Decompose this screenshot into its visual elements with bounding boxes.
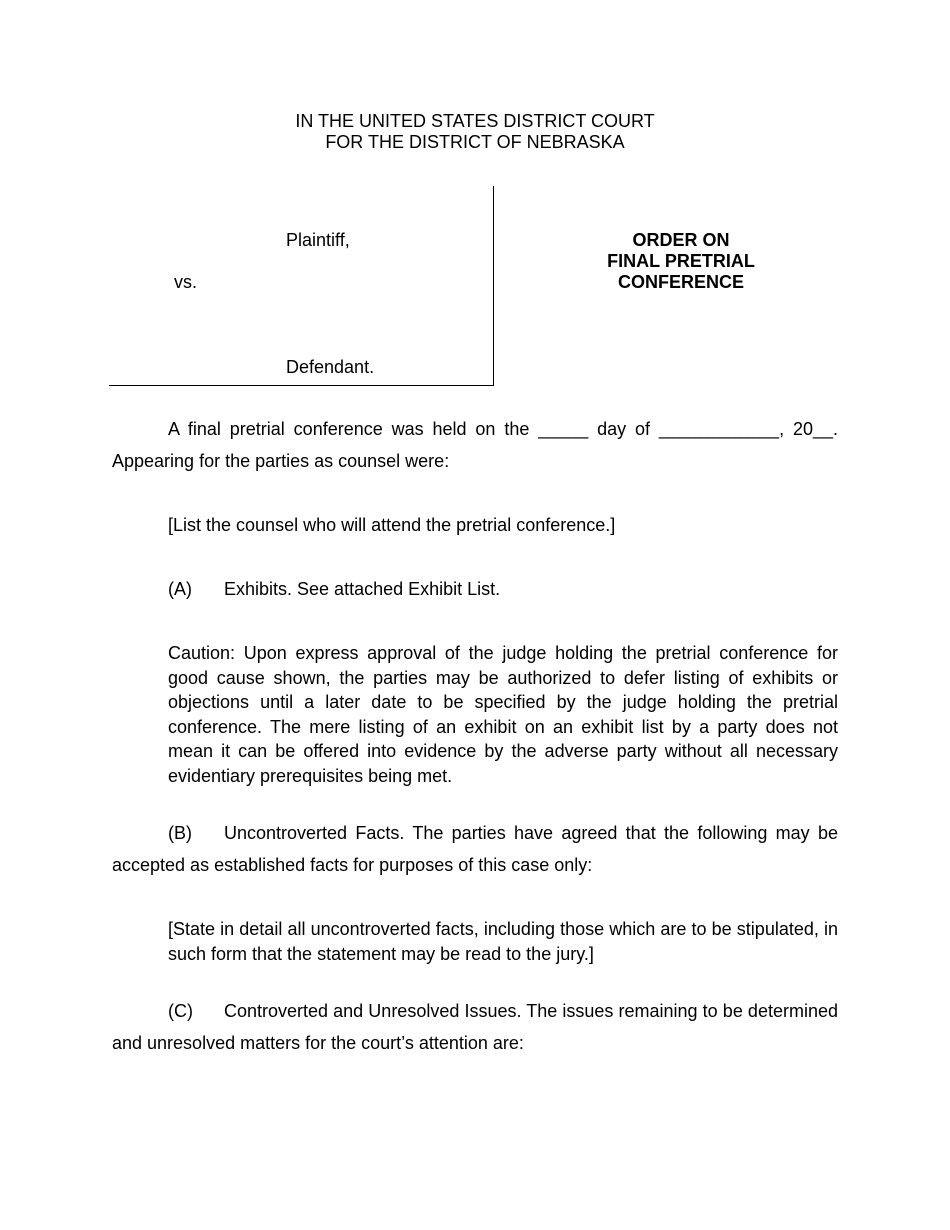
document-title-line: CONFERENCE xyxy=(617,272,744,292)
intro-paragraph xyxy=(112,413,838,477)
section-a-text: Exhibits. See attached Exhibit List. xyxy=(224,579,501,599)
plaintiff-label: Plaintiff, xyxy=(286,230,350,250)
court-header xyxy=(0,111,950,153)
counsel-instruction: [List the counsel who will attend the pretrial conference.] xyxy=(168,515,616,535)
section-c xyxy=(112,995,838,1059)
caution-paragraph: Caution: Upon express approval of the judge holding the pretrial conference for good cause shown, the parties may be authorized to defer listing of exhibits or objections until a later date to be specified by the judge holding the pretrial conference. The mere listing of an exhibit on an exhibit list by a party does not mean it can be offered into evidence by the adverse party without all necessary evidentiary prerequisites being met. xyxy=(168,643,838,786)
court-district-line: FOR THE DISTRICT OF NEBRASKA xyxy=(325,132,625,152)
intro-line: A final pretrial conference was held on the _____ day of ____________, 20__. xyxy=(168,419,838,439)
document-title-line: ORDER ON xyxy=(632,230,730,250)
document-title-line: FINAL PRETRIAL xyxy=(607,251,755,271)
versus-label: vs. xyxy=(174,272,198,292)
document-title xyxy=(560,230,802,293)
facts-instruction: [State in detail all uncontroverted facts, including those which are to be stipulated, in such form that the statement may be read to the jury.] xyxy=(168,919,838,964)
caption-vertical-rule xyxy=(493,186,494,386)
section-b-label: (B) xyxy=(168,823,192,843)
court-name-line: IN THE UNITED STATES DISTRICT COURT xyxy=(295,111,655,131)
section-a xyxy=(168,577,838,602)
defendant-label: Defendant. xyxy=(286,357,375,377)
caption-horizontal-rule xyxy=(109,385,494,386)
section-c-label: (C) xyxy=(168,1001,193,1021)
section-c-text: Controverted and Unresolved Issues. The issues remaining to be determined and unresolved matters for the court’s attention are: xyxy=(112,1001,838,1053)
section-b xyxy=(112,817,838,881)
section-b-text: Uncontroverted Facts. The parties have agreed that the following may be accepted as established facts for purposes of this case only: xyxy=(112,823,838,875)
intro-line: Appearing for the parties as counsel were: xyxy=(112,451,450,471)
section-a-label: (A) xyxy=(168,579,192,599)
